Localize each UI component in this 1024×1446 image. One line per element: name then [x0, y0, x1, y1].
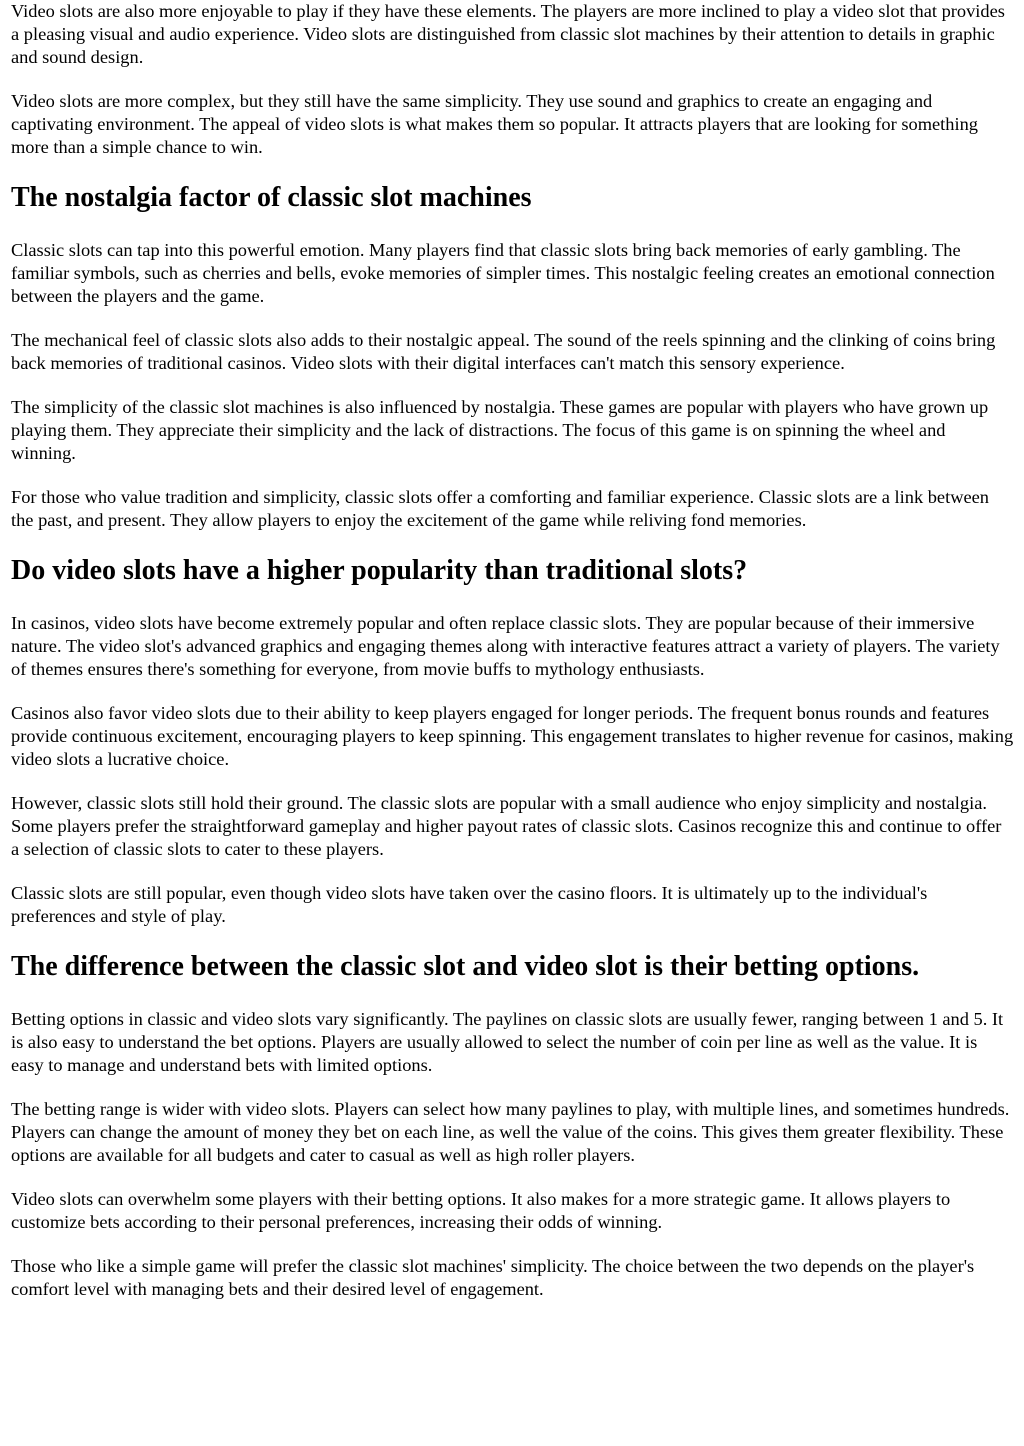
- section-popularity: [11, 553, 1014, 928]
- section-paragraph: However, classic slots still hold their ground. The classic slots are popular with a small audience who enjoy simplicity and nostalgia. Some players prefer the straightforward gameplay and higher payout rates of classic slots. Casinos recognize this and continue to offer a selection of classic slots to cater to these players.: [11, 793, 1002, 859]
- section-paragraph: The mechanical feel of classic slots also adds to their nostalgic appeal. The sound of the reels spinning and the clinking of coins bring back memories of traditional casinos. Video slots with their digital interfaces can't match this sensory experience.: [11, 330, 996, 373]
- section-paragraph: The simplicity of the classic slot machines is also influenced by nostalgia. These games are popular with players who have grown up playing them. They appreciate their simplicity and the lack of distractions. The focus of this game is on spinning the wheel and winning.: [11, 397, 989, 463]
- section-paragraph: Classic slots are still popular, even though video slots have taken over the casino floors. It is ultimately up to the individual's preferences and style of play.: [11, 883, 928, 926]
- section-paragraph: The betting range is wider with video slots. Players can select how many paylines to play, with multiple lines, and sometimes hundreds. Players can change the amount of money they bet on each line, as well the value of the coins. This gives them greater flexibility. These options are available for all budgets and cater to casual as well as high roller players.: [11, 1099, 1010, 1165]
- section-heading: Do video slots have a higher popularity than traditional slots?: [11, 555, 748, 586]
- section-paragraph: Those who like a simple game will prefer the classic slot machines' simplicity. The choice between the two depends on the player's comfort level with managing bets and their desired level of engagement.: [11, 1256, 975, 1299]
- section-paragraph: Video slots can overwhelm some players with their betting options. It also makes for a more strategic game. It allows players to customize bets according to their personal preferences, increasing their odds of winning.: [11, 1189, 951, 1232]
- section-nostalgia: [11, 180, 1014, 532]
- section-paragraph: Casinos also favor video slots due to their ability to keep players engaged for longer periods. The frequent bonus rounds and features provide continuous excitement, encouraging players to keep spinning. This engagement translates to higher revenue for casinos, making video slots a lucrative choice.: [11, 703, 1014, 769]
- intro-paragraph-2: Video slots are more complex, but they still have the same simplicity. They use sound and graphics to create an engaging and captivating environment. The appeal of video slots is what makes them so popular. It attracts players that are looking for something more than a simple chance to win.: [11, 91, 978, 157]
- section-betting-options: [11, 949, 1014, 1301]
- section-heading: The nostalgia factor of classic slot machines: [11, 182, 532, 213]
- section-heading: The difference between the classic slot and video slot is their betting options.: [11, 951, 920, 982]
- section-paragraph: In casinos, video slots have become extremely popular and often replace classic slots. They are popular because of their immersive nature. The video slot's advanced graphics and engaging themes along with interactive features attract a variety of players. The variety of themes ensures there's something for everyone, from movie buffs to mythology enthusiasts.: [11, 613, 1000, 679]
- section-paragraph: Classic slots can tap into this powerful emotion. Many players find that classic slots bring back memories of early gambling. The familiar symbols, such as cherries and bells, evoke memories of simpler times. This nostalgic feeling creates an emotional connection between the players and the game.: [11, 240, 995, 306]
- section-paragraph: For those who value tradition and simplicity, classic slots offer a comforting and familiar experience. Classic slots are a link between the past, and present. They allow players to enjoy the excitement of the game while reliving fond memories.: [11, 487, 990, 530]
- article-body: [11, 0, 1014, 1301]
- section-paragraph: Betting options in classic and video slots vary significantly. The paylines on classic slots are usually fewer, ranging between 1 and 5. It is also easy to understand the bet options. Players are usually allowed to select the number of coin per line as well as the value. It is easy to manage and understand bets with limited options.: [11, 1009, 1004, 1075]
- intro-paragraph-1: Video slots are also more enjoyable to play if they have these elements. The players are more inclined to play a video slot that provides a pleasing visual and audio experience. Video slots are distinguished from classic slot machines by their attention to details in graphic and sound design.: [11, 1, 1005, 67]
